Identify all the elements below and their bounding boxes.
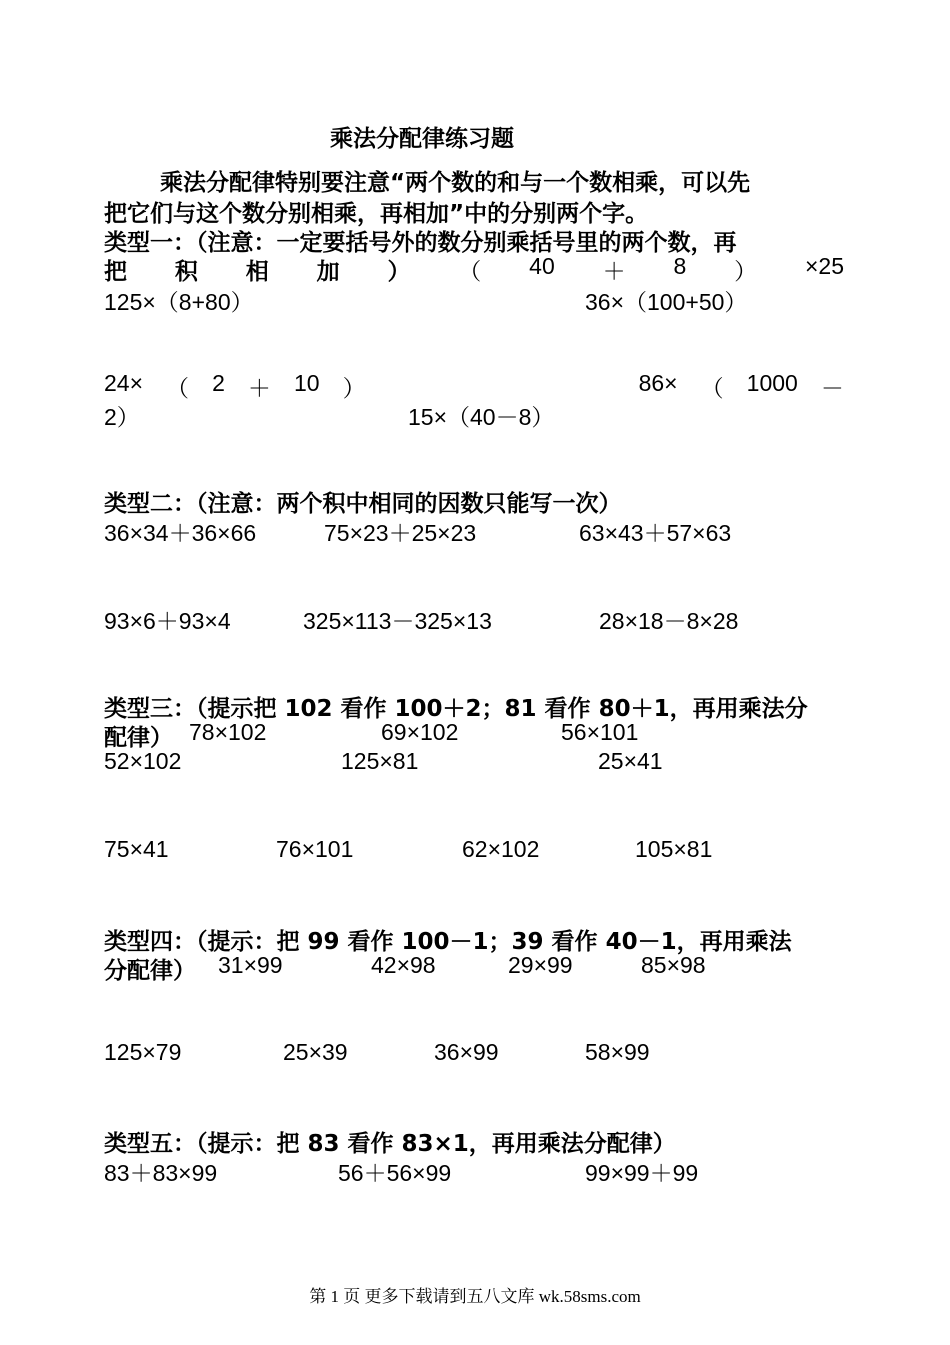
type1-spread-token: ＋	[602, 258, 626, 284]
exercise-item: 52×102	[104, 748, 182, 774]
type1-spread-token: 相	[245, 259, 269, 285]
exercise-item: 325×113－325×13	[303, 608, 492, 634]
exercise-item: 99×99＋99	[585, 1160, 699, 1186]
exercise-item: 125×79	[104, 1039, 182, 1065]
type3-heading-cont: 配律）	[104, 725, 173, 751]
type1-row2-token: 10	[293, 370, 320, 396]
type1-spread-token: （	[458, 258, 482, 284]
exercise-item: 31×99	[218, 952, 283, 978]
type1-row2-token: （	[166, 375, 190, 401]
exercise-item: 28×18－8×28	[599, 608, 739, 634]
exercise-item: 125×（8+80）	[104, 289, 254, 315]
exercise-item: 93×6＋93×4	[104, 608, 231, 634]
exercise-item: 56＋56×99	[338, 1160, 452, 1186]
exercise-item: 56×101	[561, 719, 639, 745]
exercise-item: 58×99	[585, 1039, 650, 1065]
exercise-item: 2）	[104, 404, 140, 430]
type1-row2-token: ＋	[247, 375, 271, 401]
page-title: 乘法分配律练习题	[330, 125, 514, 152]
intro-line-1: 乘法分配律特别要注意“两个数的和与一个数相乘，可以先	[160, 170, 751, 196]
type1-row2-token: －	[820, 375, 844, 401]
intro-line-2: 把它们与这个数分别相乘，再相加”中的分别两个字。	[104, 201, 649, 227]
exercise-item: 25×39	[283, 1039, 348, 1065]
exercise-item: 15×（40－8）	[408, 404, 555, 430]
exercise-item: 125×81	[341, 748, 419, 774]
type1-row2-token: 2	[212, 370, 225, 396]
type1-row2-token: （	[700, 375, 724, 401]
type1-spread-token: 把	[104, 259, 127, 285]
exercise-item: 78×102	[189, 719, 267, 745]
type1-row2-token: 1000	[746, 370, 798, 396]
type2-heading: 类型二：（注意：两个积中相同的因数只能写一次）	[104, 491, 622, 517]
type1-row2-token: 86×	[638, 370, 678, 396]
exercise-item: 69×102	[381, 719, 459, 745]
page-footer: 第 1 页 更多下载请到五八文库 wk.58sms.com	[309, 1287, 641, 1306]
exercise-item: 75×41	[104, 836, 169, 862]
exercise-item: 75×23＋25×23	[324, 520, 477, 546]
type1-spread-token: 40	[529, 253, 555, 279]
exercise-item: 105×81	[635, 836, 713, 862]
exercise-item: 42×98	[371, 952, 436, 978]
exercise-item: 29×99	[508, 952, 573, 978]
exercise-item: 36×34＋36×66	[104, 520, 257, 546]
type1-spread-token: 加	[316, 259, 340, 285]
type1-spread-token: 积	[174, 259, 198, 285]
type1-row2-token: 24×	[104, 370, 144, 396]
exercise-item: 83＋83×99	[104, 1160, 218, 1186]
exercise-item: 76×101	[276, 836, 354, 862]
exercise-item: 36×99	[434, 1039, 499, 1065]
exercise-item: 25×41	[598, 748, 663, 774]
type1-spread-token: ）	[387, 259, 411, 285]
type1-row2-token: ）	[342, 375, 366, 401]
exercise-item: 85×98	[641, 952, 706, 978]
type1-spread-line	[104, 253, 844, 286]
type1-heading: 类型一：（注意：一定要括号外的数分别乘括号里的两个数，再	[104, 230, 737, 256]
type1-spread-token: 8	[673, 253, 687, 279]
type4-heading: 类型四：（提示：把 99 看作 100－1；39 看作 40－1，再用乘法	[104, 929, 792, 955]
exercise-item: 63×43＋57×63	[579, 520, 732, 546]
type5-heading: 类型五：（提示：把 83 看作 83×1，再用乘法分配律）	[104, 1131, 676, 1157]
type1-spread-token: ×25	[804, 253, 844, 279]
type3-heading: 类型三：（提示把 102 看作 100＋2；81 看作 80＋1，再用乘法分	[104, 696, 808, 722]
type4-heading-cont: 分配律）	[104, 958, 196, 984]
type1-spread-token: ）	[734, 258, 758, 284]
exercise-item: 36×（100+50）	[585, 289, 748, 315]
exercise-item: 62×102	[462, 836, 540, 862]
